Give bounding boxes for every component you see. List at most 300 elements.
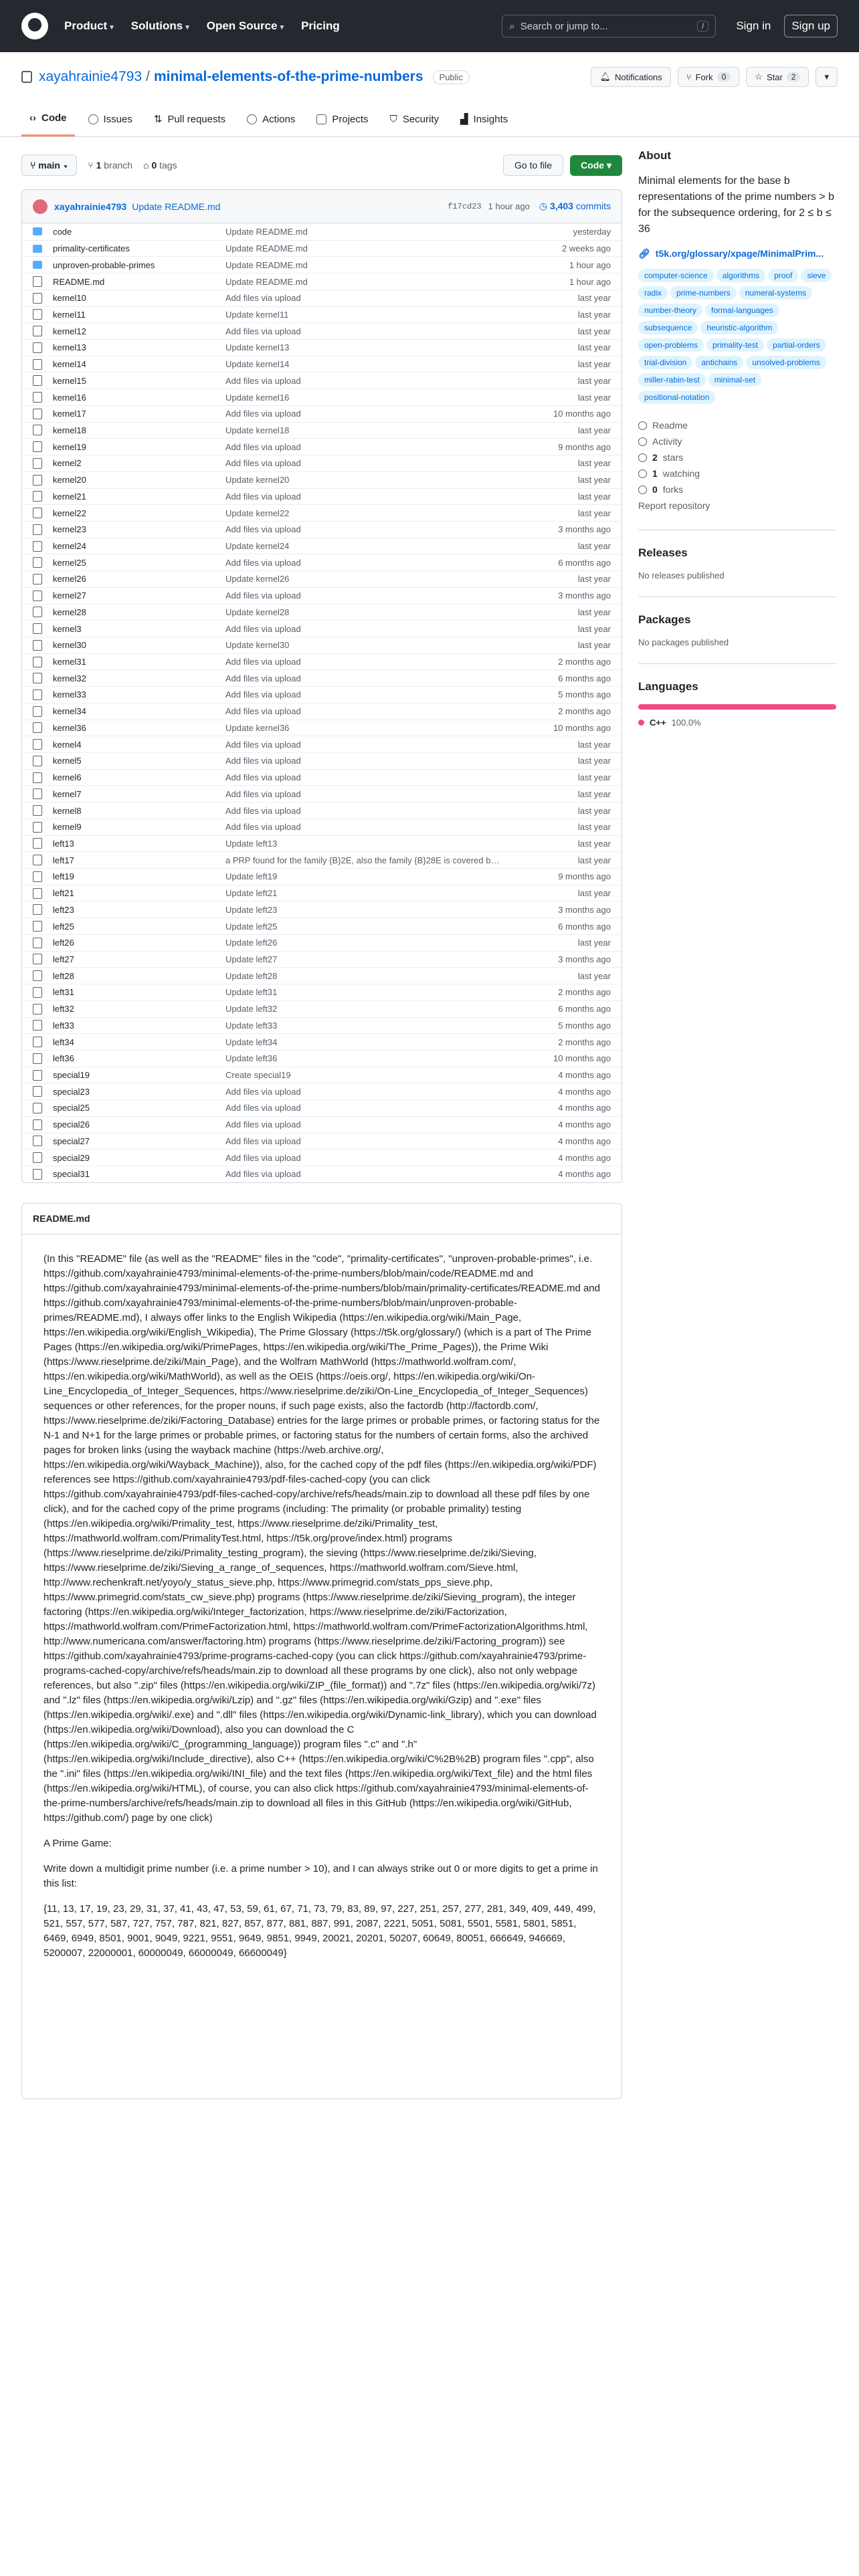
languages-section — [638, 663, 836, 728]
search-icon: ⌕ — [509, 20, 515, 32]
file-row[interactable] — [22, 885, 622, 901]
file-commit-time: last year — [577, 739, 611, 750]
topic-tag[interactable]: sieve — [801, 269, 832, 282]
file-name-link[interactable]: kernel23 — [53, 524, 86, 535]
file-commit-message-link[interactable]: Update kernel28 — [225, 607, 290, 617]
file-commit-message-link[interactable]: Update left21 — [225, 888, 278, 899]
forks-link[interactable]: 0 forks — [638, 481, 836, 498]
file-commit-time: 2 months ago — [558, 657, 611, 667]
chevron-down-icon: ▾ — [824, 72, 829, 82]
file-commit-message-link[interactable]: Add files via upload — [225, 788, 301, 799]
file-row[interactable] — [22, 819, 622, 835]
file-commit-message-link[interactable]: Add files via upload — [225, 557, 301, 568]
file-name-link[interactable]: kernel22 — [53, 508, 86, 518]
file-row[interactable] — [22, 703, 622, 720]
file-commit-message-link[interactable]: Update kernel14 — [225, 359, 290, 370]
file-row[interactable] — [22, 570, 622, 587]
file-name-link[interactable]: kernel25 — [53, 557, 86, 568]
file-name-link[interactable]: kernel30 — [53, 640, 86, 651]
file-name-link[interactable]: kernel19 — [53, 441, 86, 452]
file-name-link[interactable]: kernel8 — [53, 805, 82, 816]
nav-product[interactable]: Product ▾ — [64, 19, 114, 32]
file-name-link[interactable]: kernel36 — [53, 722, 86, 733]
tab-issues[interactable]: Issues — [80, 106, 140, 136]
file-commit-message-link[interactable]: a PRP found for the family {B}2E, also the family {B}28E is covered b… — [225, 855, 500, 865]
file-icon — [33, 1136, 42, 1146]
commit-message-link[interactable]: Update README.md — [132, 201, 221, 212]
file-name-link[interactable]: kernel28 — [53, 607, 86, 617]
repo-owner-link[interactable]: xayahrainie4793 — [39, 69, 142, 84]
file-commit-message-link[interactable]: Add files via upload — [225, 822, 301, 833]
nav-solutions[interactable]: Solutions ▾ — [130, 19, 189, 32]
file-commit-time: last year — [577, 508, 611, 518]
file-name-link[interactable]: kernel32 — [53, 673, 86, 683]
file-icon — [33, 970, 42, 981]
repo-tabs — [21, 106, 838, 136]
file-commit-time: last year — [577, 326, 611, 336]
file-commit-time: 4 months ago — [558, 1070, 611, 1081]
file-icon — [33, 1070, 42, 1081]
file-commit-message-link[interactable]: Add files via upload — [225, 293, 301, 304]
file-row[interactable] — [22, 736, 622, 752]
topic-tag[interactable]: algorithms — [717, 269, 765, 282]
file-name-link[interactable]: left27 — [53, 954, 74, 964]
file-name-link[interactable]: kernel2 — [53, 458, 82, 469]
file-commit-message-link[interactable]: Add files via upload — [225, 1103, 301, 1113]
report-repository-link[interactable]: Report repository — [638, 500, 710, 511]
topic-tag[interactable]: numeral-systems — [739, 286, 812, 300]
file-commit-message-link[interactable]: Update kernel36 — [225, 722, 290, 733]
file-name-link[interactable]: left23 — [53, 904, 74, 915]
file-name-link[interactable]: README.md — [53, 276, 105, 287]
tab-pull-requests[interactable]: ⇅ Pull requests — [153, 113, 226, 125]
file-row[interactable] — [22, 1166, 622, 1182]
file-commit-message-link[interactable]: Update kernel26 — [225, 574, 290, 584]
file-commit-message-link[interactable]: Add files via upload — [225, 1169, 301, 1180]
topic-tag[interactable]: computer-science — [638, 269, 714, 282]
topic-tag[interactable]: antichains — [695, 356, 743, 369]
file-commit-message-link[interactable]: Add files via upload — [225, 1136, 301, 1146]
file-name-link[interactable]: kernel18 — [53, 425, 86, 435]
bell-icon: 🔔︎ — [599, 72, 611, 82]
file-commit-message-link[interactable]: Add files via upload — [225, 772, 301, 783]
file-commit-message-link[interactable]: Add files via upload — [225, 756, 301, 766]
file-commit-message-link[interactable]: Update left27 — [225, 954, 278, 964]
file-row[interactable] — [22, 273, 622, 290]
file-commit-message-link[interactable]: Update left28 — [225, 970, 278, 981]
file-commit-time: last year — [577, 342, 611, 353]
file-icon — [33, 591, 42, 601]
about-description: Minimal elements for the base b representations of the prime numbers > b for the subsequence ordering, for 2 ≤ b ≤ 36 — [638, 175, 835, 235]
file-commit-message-link[interactable]: Update left26 — [225, 938, 278, 948]
stars-link[interactable]: 2 stars — [638, 449, 836, 465]
file-name-link[interactable]: kernel33 — [53, 689, 86, 700]
file-commit-message-link[interactable]: Update left36 — [225, 1053, 278, 1064]
file-row[interactable] — [22, 1133, 622, 1150]
file-row[interactable] — [22, 455, 622, 471]
file-row[interactable] — [22, 488, 622, 505]
file-row[interactable] — [22, 1050, 622, 1067]
file-name-link[interactable]: primality-certificates — [53, 243, 130, 254]
tab-security[interactable]: ⛉ Security — [389, 113, 439, 125]
topic-tag[interactable]: partial-orders — [767, 338, 826, 352]
file-commit-message-link[interactable]: Update kernel18 — [225, 425, 290, 435]
file-commit-message-link[interactable]: Update kernel16 — [225, 392, 290, 403]
file-commit-message-link[interactable]: Add files via upload — [225, 706, 301, 717]
topic-tag[interactable]: formal-languages — [705, 304, 779, 317]
topic-tag[interactable]: radix — [638, 286, 668, 300]
repo-separator: / — [146, 69, 150, 84]
file-row[interactable] — [22, 339, 622, 356]
file-row[interactable] — [22, 389, 622, 405]
file-commit-message-link[interactable]: Add files via upload — [225, 673, 301, 683]
file-name-link[interactable]: special25 — [53, 1103, 90, 1113]
file-commit-time: 3 months ago — [558, 904, 611, 915]
file-row[interactable] — [22, 951, 622, 968]
file-name-link[interactable]: left34 — [53, 1037, 74, 1047]
tab-projects[interactable]: Projects — [308, 106, 376, 136]
languages-title: Languages — [638, 680, 698, 693]
language-dot-icon — [638, 720, 644, 726]
packages-title[interactable]: Packages — [638, 613, 691, 626]
file-name-link[interactable]: kernel10 — [53, 293, 86, 304]
file-icon — [33, 392, 42, 403]
file-name-link[interactable]: kernel21 — [53, 491, 86, 502]
file-row[interactable] — [22, 1033, 622, 1050]
file-row[interactable] — [22, 587, 622, 604]
file-commit-message-link[interactable]: Add files via upload — [225, 1119, 301, 1130]
readme-intro: (In this "README" file (as well as the "README" files in the "code", "primality-certificates", "unproven-probable-primes", i.e. https://github.com/xayahrainie4793/minimal-elements-of-the-prime-numbers/blob/main/code/README.md and https://github.com/xayahrainie4793/minimal-elements-of-the-prime-numbers/blob/main/primality-certificates/README.md and https://github.com/xayahrainie4793/minimal-elements-of-the-prime-numbers/blob/main/unproven-probable-primes/README.md), I always offer links to the English Wikipedia (https://en.wikipedia.org/wiki/Main_Page, https://en.wikipedia.org/wiki/English_Wikipedia), The Prime Glossary (https://t5k.org/glossary/) (which is a part of The Prime Pages (https://en.wikipedia.org/wiki/PrimePages, https://en.wikipedia.org/wiki/The_Prime_Pages)), the Prime Wiki (https://www.rieselprime.de/ziki/Main_Page), and the Wolfram MathWorld (https://mathworld.wolfram.com/, https://en.wikipedia.org/wiki/MathWorld), as well as the OEIS (https://oeis.org/, https://en.wikipedia.org/wiki/On-Line_Encyclopedia_of_Integer_Sequences, https://www.rieselprime.de/ziki/On-Line_Encyclopedia_of_Integer_Sequences) sequences or other references, for the proper nouns, if such page exists, also the factordb (http://factordb.com/, https://www.rieselprime.de/ziki/Factoring_Database) entries for the large primes or probable primes, or factoring status for the N-1 and N+1 for the large primes or probable primes, or factoring status for the numbers of certain forms, also the archived pages for broken links (using the wayback machine (https://web.archive.org/, https://en.wikipedia.org/wiki/Wayback_Machine)), also, for the cached copy of the pdf files (https://en.wikipedia.org/wiki/PDF) references see https://github.com/xayahrainie4793/pdf-files-cached-copy (you can click https://github.com/xayahrainie4793/pdf-files-cached-copy/archive/refs/heads/main.zip to download all these pdf files by one click), and for the cached copy of the prime programs (including: The primality (or probable primality) testing (https://en.wikipedia.org/wiki/Primality_test, https://www.rieselprime.de/ziki/Primality_test, https://mathworld.wolfram.com/PrimalityTest.html, https://t5k.org/prove/index.html) programs (https://www.rieselprime.de/ziki/Primality_testing_program), the sieving (https://www.rieselprime.de/ziki/Sieving, https://www.rieselprime.de/ziki/Sieving_a_range_of_sequences, https://mathworld.wolfram.com/Sieve.html, http://www.rechenkraft.net/yoyo/y_status_sieve.php, https://www.primegrid.com/stats_pps_sieve.php, https://www.primegrid.com/stats_cw_sieve.php) programs (https://www.rieselprime.de/ziki/Sieving_program), the integer factoring (https://en.wikipedia.org/wiki/Integer_factorization, https://www.rieselprime.de/ziki/Factorization, https://mathworld.wolfram.com/PrimeFactorization.html, https://mathworld.wolfram.com/PrimeFactorizationAlgorithms.html, http://www.numericana.com/answer/factoring.htm) programs (https://www.rieselprime.de/ziki/Factoring_program)) see https://github.com/xayahrainie4793/prime-programs-cached-copy (you can click https://github.com/xayahrainie4793/prime-programs-cached-copy/archive/refs/heads/main.zip to download all these programs by one click), also not only webpage references, but also ".zip" files (https://en.wikipedia.org/wiki/ZIP_(file_format)) and ".7z" files (https://en.wikipedia.org/wiki/7z) and ".lz" files (https://en.wikipedia.org/wiki/Lzip) and ".gz" files (https://en.wikipedia.org/wiki/Gzip) and ".exe" files (https://en.wikipedia.org/wiki/.exe) and ".dll" files (https://en.wikipedia.org/wiki/Dynamic-link_library), which you can download (https://en.wikipedia.org/wiki/Download), also you can download the C (https://en.wikipedia.org/wiki/C_(programming_language)) program files ".c" and ".h" (https://en.wikipedia.org/wiki/Include_directive), also C++ (https://en.wikipedia.org/wiki/C%2B%2B) program files ".cpp", also the ".ini" files (https://en.wikipedia.org/wiki/INI_file) and the text files (https://en.wikipedia.org/wiki/Text_file) and the html files (https://en.wikipedia.org/wiki/HTML), of course, you can also click https://github.com/xayahrainie4793/minimal-elements-of-the-prime-numbers/archive/refs/heads/main.zip to download all files in this GitHub (https://en.wikipedia.org/wiki/GitHub, https://github.com/) page by one click) — [43, 1253, 600, 1824]
file-commit-message-link[interactable]: Update left13 — [225, 838, 278, 849]
packages-section — [638, 597, 836, 647]
file-icon — [33, 788, 42, 799]
topic-tag[interactable]: primality-test — [706, 338, 764, 352]
file-commit-message-link[interactable]: Add files via upload — [225, 375, 301, 386]
topic-tag[interactable]: proof — [768, 269, 798, 282]
file-commit-time: 4 months ago — [558, 1169, 611, 1180]
tab-code[interactable]: ‹› Code — [21, 106, 75, 136]
file-row[interactable] — [22, 554, 622, 570]
file-name-link[interactable]: kernel11 — [53, 309, 86, 320]
file-commit-message-link[interactable]: Update kernel22 — [225, 508, 290, 518]
chevron-down-icon: ▾ — [62, 160, 69, 171]
file-name-link[interactable]: left32 — [53, 1004, 74, 1014]
file-row[interactable] — [22, 984, 622, 1000]
file-name-link[interactable]: special19 — [53, 1070, 90, 1081]
file-row[interactable] — [22, 752, 622, 769]
sign-in-link[interactable]: Sign in — [736, 19, 771, 32]
file-commit-message-link[interactable]: Create special19 — [225, 1070, 291, 1081]
file-row[interactable] — [22, 356, 622, 372]
star-icon — [638, 453, 647, 462]
topic-tag[interactable]: prime-numbers — [670, 286, 737, 300]
file-row[interactable] — [22, 372, 622, 389]
file-commit-message-link[interactable]: Add files via upload — [225, 524, 301, 535]
notifications-button[interactable]: 🔔︎ Notifications — [591, 67, 670, 87]
file-commit-message-link[interactable]: Add files via upload — [225, 409, 301, 419]
topic-tag[interactable]: heuristic-algorithm — [700, 321, 778, 334]
file-row[interactable] — [22, 686, 622, 703]
file-commit-time: 2 months ago — [558, 1037, 611, 1047]
file-name-link[interactable]: kernel20 — [53, 475, 86, 486]
file-row[interactable] — [22, 223, 622, 240]
tags-link[interactable]: ⌂ 0 tags — [143, 160, 177, 171]
file-row[interactable] — [22, 785, 622, 802]
file-row[interactable] — [22, 934, 622, 951]
nav-pricing[interactable]: Pricing — [301, 19, 340, 32]
file-icon — [33, 458, 42, 469]
file-name-link[interactable]: kernel31 — [53, 657, 86, 667]
file-commit-time: 5 months ago — [558, 1020, 611, 1031]
file-row[interactable] — [22, 769, 622, 786]
file-commit-message-link[interactable]: Update README.md — [225, 276, 308, 287]
avatar[interactable] — [33, 199, 47, 214]
file-name-link[interactable]: special31 — [53, 1169, 90, 1180]
star-dropdown-button[interactable] — [816, 67, 838, 87]
about-website-link[interactable]: 🔗︎ t5k.org/glossary/xpage/MinimalPrim... — [638, 248, 824, 259]
file-name-link[interactable]: special27 — [53, 1136, 90, 1146]
file-row[interactable] — [22, 1017, 622, 1034]
file-name-link[interactable]: kernel24 — [53, 541, 86, 552]
file-icon — [33, 822, 42, 833]
file-icon — [33, 739, 42, 750]
file-commit-time: 5 months ago — [558, 689, 611, 700]
file-commit-message-link[interactable]: Update left32 — [225, 1004, 278, 1014]
topic-tag[interactable]: unsolved-problems — [746, 356, 826, 369]
file-commit-message-link[interactable]: Add files via upload — [225, 441, 301, 452]
chevron-down-icon: ▾ — [185, 23, 189, 31]
file-row[interactable] — [22, 720, 622, 736]
file-name-link[interactable]: special26 — [53, 1119, 90, 1130]
file-row[interactable] — [22, 1099, 622, 1116]
file-row[interactable] — [22, 438, 622, 455]
file-row[interactable] — [22, 620, 622, 637]
file-commit-message-link[interactable]: Update left23 — [225, 904, 278, 915]
topic-tag[interactable]: positional-notation — [638, 391, 715, 404]
file-icon — [33, 640, 42, 651]
file-row[interactable] — [22, 1083, 622, 1099]
file-commit-time: 10 months ago — [553, 722, 611, 733]
global-nav — [64, 19, 340, 33]
file-commit-message-link[interactable]: Add files via upload — [225, 491, 301, 502]
file-commit-message-link[interactable]: Update README.md — [225, 259, 308, 270]
file-row[interactable] — [22, 240, 622, 257]
file-row[interactable] — [22, 637, 622, 653]
file-row[interactable] — [22, 1149, 622, 1166]
file-commit-message-link[interactable]: Add files via upload — [225, 657, 301, 667]
file-row[interactable] — [22, 538, 622, 554]
file-row[interactable] — [22, 802, 622, 819]
file-commit-time: 6 months ago — [558, 1004, 611, 1014]
pull-request-icon: ⇅ — [153, 114, 163, 125]
file-row[interactable] — [22, 669, 622, 686]
file-row[interactable] — [22, 918, 622, 934]
file-icon — [33, 689, 42, 700]
file-name-link[interactable]: kernel16 — [53, 392, 86, 403]
file-commit-message-link[interactable]: Update left25 — [225, 921, 278, 932]
tab-insights[interactable]: ▟ Insights — [460, 113, 508, 125]
file-name-link[interactable]: kernel5 — [53, 756, 82, 766]
file-name-link[interactable]: code — [53, 226, 72, 237]
go-to-file-button[interactable]: Go to file — [503, 154, 563, 176]
file-row[interactable] — [22, 1000, 622, 1017]
file-icon — [33, 309, 42, 320]
file-name-link[interactable]: kernel4 — [53, 739, 82, 750]
file-name-link[interactable]: kernel34 — [53, 706, 86, 717]
github-logo-icon[interactable] — [21, 13, 48, 39]
file-commit-message-link[interactable]: Update left33 — [225, 1020, 278, 1031]
activity-link[interactable]: Activity — [638, 433, 836, 449]
file-icon — [33, 772, 42, 783]
topic-tag[interactable]: minimal-set — [708, 373, 761, 387]
file-icon — [33, 293, 42, 304]
file-commit-message-link[interactable]: Update left34 — [225, 1037, 278, 1047]
file-commit-message-link[interactable]: Add files via upload — [225, 326, 301, 336]
file-icon — [33, 541, 42, 552]
commit-author-link[interactable]: xayahrainie4793 — [54, 201, 127, 212]
file-name-link[interactable]: left13 — [53, 838, 74, 849]
file-row[interactable] — [22, 835, 622, 852]
file-row[interactable] — [22, 521, 622, 538]
file-name-link[interactable]: unproven-probable-primes — [53, 259, 155, 270]
file-commit-message-link[interactable]: Update left31 — [225, 987, 278, 998]
nav-open-source[interactable]: Open Source ▾ — [206, 19, 284, 32]
file-row[interactable] — [22, 290, 622, 306]
file-name-link[interactable]: kernel7 — [53, 788, 82, 799]
file-name-link[interactable]: kernel9 — [53, 822, 82, 833]
file-name-link[interactable]: left28 — [53, 970, 74, 981]
topic-tag[interactable]: trial-division — [638, 356, 692, 369]
file-commit-message-link[interactable]: Add files via upload — [225, 591, 301, 601]
file-name-link[interactable]: kernel14 — [53, 359, 86, 370]
file-row[interactable] — [22, 1067, 622, 1083]
file-row[interactable] — [22, 322, 622, 339]
readme-link[interactable]: Readme — [638, 417, 836, 433]
file-name-link[interactable]: left36 — [53, 1053, 74, 1064]
search-input[interactable] — [502, 15, 716, 37]
file-name-link[interactable]: kernel6 — [53, 772, 82, 783]
file-row[interactable] — [22, 422, 622, 439]
tab-actions[interactable]: Actions — [239, 106, 303, 136]
repo-name-link[interactable]: minimal-elements-of-the-prime-numbers — [153, 69, 423, 84]
fork-button[interactable]: ⑂ Fork 0 — [678, 67, 740, 87]
file-icon — [33, 938, 42, 948]
file-row[interactable] — [22, 504, 622, 521]
file-row[interactable] — [22, 256, 622, 273]
file-row[interactable] — [22, 851, 622, 868]
file-name-link[interactable]: left19 — [53, 871, 74, 882]
file-commit-message-link[interactable]: Update README.md — [225, 243, 308, 254]
file-name-link[interactable]: left25 — [53, 921, 74, 932]
file-row[interactable] — [22, 306, 622, 323]
file-row[interactable] — [22, 653, 622, 670]
code-button[interactable]: Code ▾ — [570, 155, 622, 176]
file-commit-message-link[interactable]: Update kernel20 — [225, 475, 290, 486]
language-item[interactable]: C++ 100.0% — [638, 718, 836, 728]
file-commit-message-link[interactable]: Add files via upload — [225, 689, 301, 700]
file-commit-message-link[interactable]: Add files via upload — [225, 805, 301, 816]
releases-title[interactable]: Releases — [638, 546, 688, 559]
file-row[interactable] — [22, 405, 622, 422]
file-commit-message-link[interactable]: Add files via upload — [225, 1152, 301, 1163]
branches-link[interactable]: ⑂ 1 branch — [88, 160, 133, 171]
watching-link[interactable]: 1 watching — [638, 465, 836, 481]
file-name-link[interactable]: left17 — [53, 855, 74, 865]
file-commit-time: 2 months ago — [558, 706, 611, 717]
file-row[interactable] — [22, 868, 622, 885]
star-button[interactable]: ☆ Star 2 — [746, 67, 809, 87]
file-name-link[interactable]: left33 — [53, 1020, 74, 1031]
file-commit-time: last year — [577, 541, 611, 552]
topic-tag[interactable]: miller-rabin-test — [638, 373, 706, 387]
file-icon — [33, 673, 42, 683]
file-name-link[interactable]: left31 — [53, 987, 74, 998]
file-row[interactable] — [22, 604, 622, 621]
file-commit-message-link[interactable]: Add files via upload — [225, 739, 301, 750]
file-commit-message-link[interactable]: Update kernel24 — [225, 541, 290, 552]
file-commit-message-link[interactable]: Add files via upload — [225, 458, 301, 469]
file-name-link[interactable]: kernel13 — [53, 342, 86, 353]
topic-tag[interactable]: open-problems — [638, 338, 704, 352]
file-name-link[interactable]: left21 — [53, 888, 74, 899]
file-commit-time: last year — [577, 855, 611, 865]
file-icon — [33, 1020, 42, 1031]
commit-hash-link[interactable]: f17cd23 — [448, 201, 482, 211]
file-row[interactable] — [22, 1116, 622, 1133]
file-commit-time: yesterday — [573, 226, 611, 237]
history-icon: ◷ — [539, 201, 550, 211]
file-name-link[interactable]: kernel17 — [53, 409, 86, 419]
file-commit-time: 4 months ago — [558, 1152, 611, 1163]
file-icon — [33, 425, 42, 435]
file-name-link[interactable]: kernel15 — [53, 375, 86, 386]
file-icon — [33, 326, 42, 336]
file-name-link[interactable]: special29 — [53, 1152, 90, 1163]
file-commit-message-link[interactable]: Add files via upload — [225, 1086, 301, 1097]
file-icon — [33, 904, 42, 915]
file-commit-time: last year — [577, 772, 611, 783]
file-icon — [33, 1004, 42, 1014]
file-commit-message-link[interactable]: Update left19 — [225, 871, 278, 882]
file-browser — [21, 189, 622, 1183]
file-name-link[interactable]: special23 — [53, 1086, 90, 1097]
file-name-link[interactable]: left26 — [53, 938, 74, 948]
file-row[interactable] — [22, 967, 622, 984]
file-icon — [33, 987, 42, 998]
file-commit-message-link[interactable]: Update kernel13 — [225, 342, 290, 353]
file-row[interactable] — [22, 471, 622, 488]
sign-up-button[interactable]: Sign up — [784, 15, 838, 37]
file-commit-message-link[interactable]: Update kernel11 — [225, 309, 289, 320]
file-commit-time: last year — [577, 623, 611, 634]
file-commit-message-link[interactable]: Add files via upload — [225, 623, 301, 634]
file-commit-time: last year — [577, 822, 611, 833]
file-name-link[interactable]: kernel27 — [53, 591, 86, 601]
topic-tag[interactable]: subsequence — [638, 321, 698, 334]
file-commit-time: 2 months ago — [558, 987, 611, 998]
file-name-link[interactable]: kernel12 — [53, 326, 86, 336]
topic-tag[interactable]: number-theory — [638, 304, 702, 317]
file-name-link[interactable]: kernel3 — [53, 623, 82, 634]
commits-link[interactable]: ◷ 3,403 commits — [539, 201, 611, 211]
file-commit-message-link[interactable]: Update kernel30 — [225, 640, 290, 651]
branch-select[interactable]: ⑂ main ▾ — [21, 154, 77, 176]
file-commit-message-link[interactable]: Update README.md — [225, 226, 308, 237]
file-row[interactable] — [22, 901, 622, 918]
branch-icon: ⑂ — [88, 160, 96, 171]
file-name-link[interactable]: kernel26 — [53, 574, 86, 584]
file-commit-time: last year — [577, 970, 611, 981]
